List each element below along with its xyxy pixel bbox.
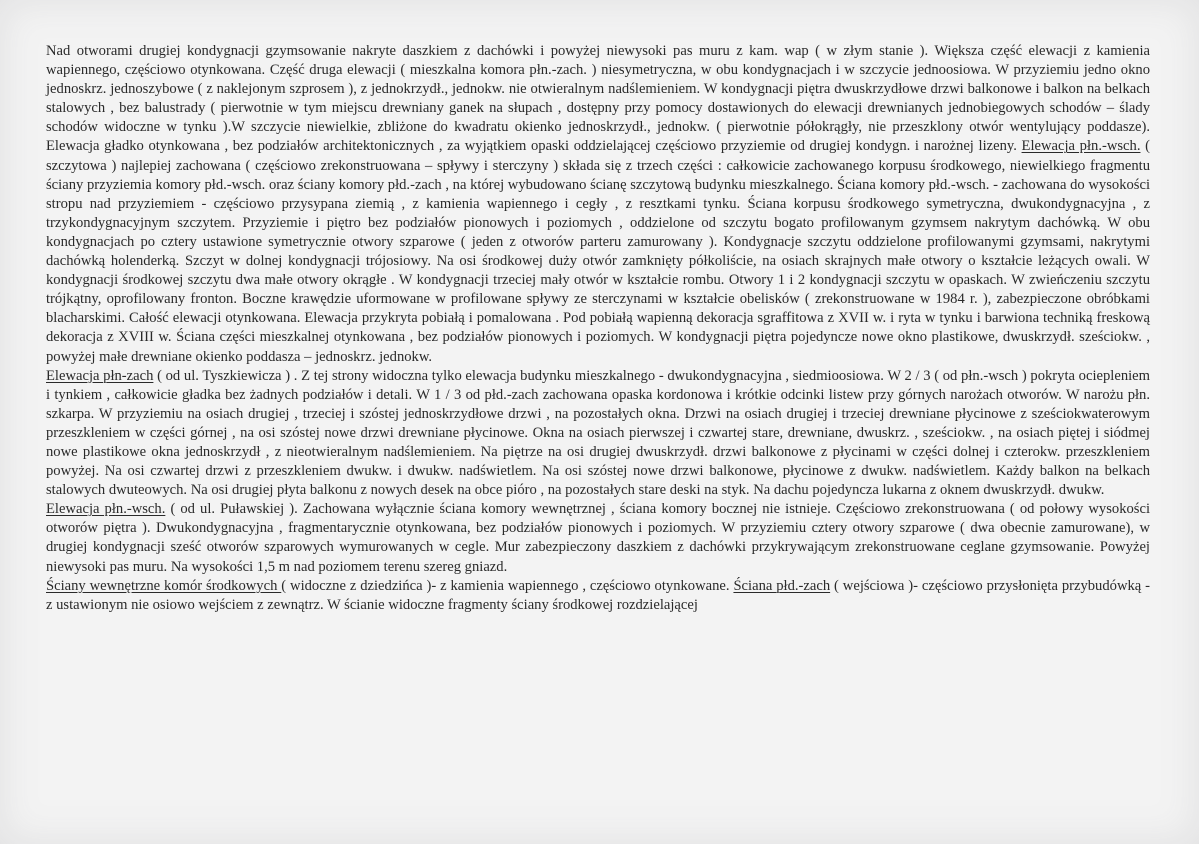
section-heading-sciana-pld-zach: Ściana płd.-zach [733,577,831,594]
paragraph-1 [46,42,1150,367]
paragraph-4 [46,577,1150,615]
section-heading-elewacja-pln-wsch: Elewacja płn.-wsch. [1021,138,1141,155]
paragraph-2 [46,367,1150,501]
document-body [46,42,1150,615]
section-heading-elewacja-pln-zach: Elewacja płn-zach [46,367,154,384]
section-heading-sciany-wewnetrzne: Ściany wewnętrzne komór środkowych [46,577,282,594]
section-heading-elewacja-pln-wsch-pulawska: Elewacja płn.-wsch. [46,501,166,518]
paragraph-3 [46,500,1150,576]
text-segment: ( szczytowa ) najlepiej zachowana ( częściowo zrekonstruowana – spływy i sterczyny ) składa się z trzech części : całkowicie zachowanego korpusu środkowego, niewielkiego fragmentu ściany przyziemia komory płd.-wsch. oraz ściany komory płd.-zach , na której wybudowano ścianę szczytową budynku mieszkalnego. Ściana komory płd.-wsch. - zachowana do wysokości stropu nad przyziemiem - częściowo przysypana ziemią , z kamienia wapiennego i cegły , z resztkami tynku. Ściana korpusu środkowego symetryczna, dwukondygnacyjna , z trzykondygnacyjnym szczytem. Przyziemie i piętro bez podziałów pionowych i poziomych , oddzielone od szczytu bogato profilowanym gzymsem nakrytym dachówką. W obu kondygnacjach po cztery ustawione symetrycznie otwory szparowe ( jeden z otworów parteru zamurowany ). Kondygnacje szczytu oddzielone profilowanymi gzymsami, nakrytymi dachówką holenderką. Szczyt w dolnej kondygnacji trójosiowy. Na osi środkowej duży otwór zamknięty półkoliście, na osiach skrajnych małe otwory o kształcie leżących owali. W kondygnacji środkowej szczytu dwa małe otwory okrągłe . W kondygnacji trzeciej mały otwór w kształcie rombu. Otwory 1 i 2 kondygnacji szczytu w opaskach. W zwieńczeniu szczytu trójkątny, oprofilowany fronton. Boczne krawędzie uformowane w profilowane spływy ze sterczynami w kształcie obelisków ( zrekonstruowane w 1984 r. ), zabezpieczone obróbkami blacharskimi. Całość elewacji otynkowana. Elewacja przykryta pobiałą i pomalowana . Pod pobiałą wapienną dekoracja sgraffitowa z XVII w. i ryta w tynku i barwiona techniką freskową dekoracja z XVIII w. Ściana części mieszkalnej otynkowana , bez podziałów pionowych i poziomych. W kondygnacji piętra pojedyncze nowe okno plastikowe, dwuskrzydł. sześciokw. , powyżej małe drewniane okienko poddasza – jednoskrz. jednokw. [46,138,1150,365]
text-segment: ( od ul. Tyszkiewicza ) . Z tej strony widoczna tylko elewacja budynku mieszkalnego - dwukondygnacyjna , siedmioosiowa. W 2 / 3 ( od płn.-wsch ) pokryta ociepleniem i tynkiem , całkowicie gładka bez żadnych podziałów i detali. W 1 / 3 od płd.-zach zachowana opaska kordonowa i krótkie odcinki listew przy górnych narożach otworów. W narożu płn. szkarpa. W przyziemiu na osiach drugiej , trzeciej i szóstej jednoskrzydłowe drzwi , na pozostałych okna. Drzwi na osiach drugiej i trzeciej drewniane płycinowe z sześciokwaterowym przeszkleniem w części górnej , na osi szóstej nowe drzwi drewniane płycinowe. Okna na osiach pierwszej i czwartej stare, drewniane, dwuskrz. , sześciokw. , na osiach piętej i siódmej nowe plastikowe okna jednoskrzydł , z nieotwieralnym nadślemieniem. Na piętrze na osi drugiej dwuskrzydł. drzwi balkonowe z płycinami w części dolnej i czterokw. przeszkleniem powyżej. Na osi czwartej drzwi z przeszkleniem dwukw. i dwukw. nadświetlem. Na osi szóstej nowe drzwi balkonowe, płycinowe z dwukw. nadświetlem. Każdy balkon na belkach stalowych dwuteowych. Na osi drugiej płyta balkonu z nowych desek na obce pióro , na pozostałych stare deski na styk. Na dachu pojedyncza lukarna z oknem dwuskrzydł. dwukw. [46,367,1150,499]
text-segment: ( wejściowa )- częściowo przysłonięta przybudówką - z ustawionym nie osiowo wejściem z zewnątrz. W ścianie widoczne fragmenty ściany środkowej rozdzielającej [46,577,1151,613]
text-segment: Nad otworami drugiej kondygnacji gzymsowanie nakryte daszkiem z dachówki i powyżej niewysoki pas muru z kam. wap ( w złym stanie ). Większa część elewacji z kamienia wapiennego, częściowo otynkowana. Część druga elewacji ( mieszkalna komora płn.-zach. ) niesymetryczna, w obu kondygnacjach i w szczycie jednoosiowa. W przyziemiu jedno okno jednoskrz. jednoszybowe ( z naklejonym szprosem ), z jednokrzydł., jednokw. nie otwieralnym nadślemieniem. W kondygnacji piętra dwuskrzydłowe drzwi balkonowe i balkon na belkach stalowych , bez balustrady ( pierwotnie w tym miejscu drewniany ganek na słupach , dostępny przy pomocy dostawionych do elewacji drewnianych jednobiegowych schodów – ślady schodów widoczne w tynku ).W szczycie niewielkie, zbliżone do kwadratu okienko jednoskrzydł., jednokw. ( pierwotnie półokrągły, nie przeszklony otwór wentylujący poddasze). Elewacja gładko otynkowana , bez podziałów architektonicznych , za wyjątkiem opaski oddzielającej częściowo przyziemie od drugiej kondygn. i narożnej lizeny. [46,43,1150,155]
text-segment: ( od ul. Puławskiej ). Zachowana wyłącznie ściana komory wewnętrznej , ściana komory bocznej nie istnieje. Częściowo zrekonstruowana ( od połowy wysokości otworów piętra ). Dwukondygnacyjna , fragmentarycznie otynkowana, bez podziałów pionowych i poziomych. W przyziemiu cztery otwory szparowe ( dwa obecnie zamurowane), w drugiej kondygnacji sześć otworów szparowych wymurowanych w cegle. Mur zabezpieczony daszkiem z dachówki przykrywającym zrekonstruowane ceglane gzymsowanie. Powyżej niewysoki pas muru. Na wysokości 1,5 m nad poziomem terenu szereg gniazd. [46,501,1150,575]
text-segment: ( widoczne z dziedzińca )- z kamienia wapiennego , częściowo otynkowane. [281,577,734,594]
